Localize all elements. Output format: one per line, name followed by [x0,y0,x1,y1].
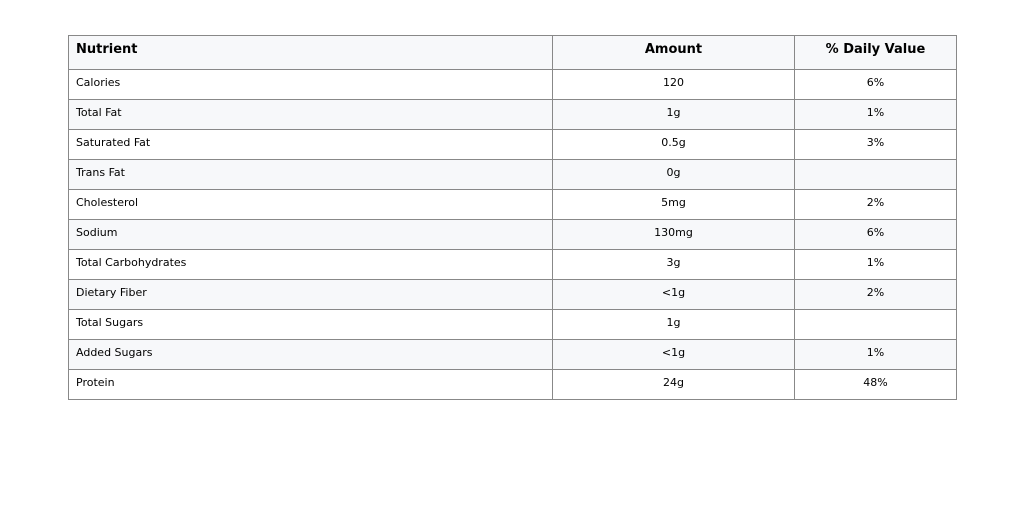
table-row [69,100,957,130]
nutrition-table [68,35,957,400]
amount-cell: <1g [553,340,795,370]
daily-value-cell: 3% [795,130,957,160]
nutrient-cell: Trans Fat [69,160,553,190]
daily-value-cell: 2% [795,190,957,220]
daily-value-cell [795,160,957,190]
daily-value-cell: 6% [795,70,957,100]
nutrient-cell: Total Fat [69,100,553,130]
nutrient-cell: Calories [69,70,553,100]
daily-value-cell: 1% [795,340,957,370]
nutrient-cell: Cholesterol [69,190,553,220]
daily-value-cell: 48% [795,370,957,400]
nutrient-cell: Sodium [69,220,553,250]
header-daily-value: % Daily Value [795,36,957,70]
nutrient-cell: Dietary Fiber [69,280,553,310]
table-row [69,370,957,400]
nutrient-cell: Added Sugars [69,340,553,370]
nutrient-cell: Saturated Fat [69,130,553,160]
table-row [69,250,957,280]
header-amount: Amount [553,36,795,70]
table-header-row [69,36,957,70]
daily-value-cell: 2% [795,280,957,310]
amount-cell: 0g [553,160,795,190]
amount-cell: 130mg [553,220,795,250]
table-row [69,220,957,250]
amount-cell: 3g [553,250,795,280]
table-row [69,280,957,310]
daily-value-cell: 6% [795,220,957,250]
daily-value-cell: 1% [795,250,957,280]
nutrition-table-container [68,35,956,400]
amount-cell: 24g [553,370,795,400]
amount-cell: 1g [553,100,795,130]
nutrient-cell: Total Carbohydrates [69,250,553,280]
amount-cell: 120 [553,70,795,100]
table-row [69,130,957,160]
nutrient-cell: Total Sugars [69,310,553,340]
amount-cell: 5mg [553,190,795,220]
table-row [69,160,957,190]
amount-cell: 1g [553,310,795,340]
table-row [69,70,957,100]
daily-value-cell [795,310,957,340]
header-nutrient: Nutrient [69,36,553,70]
amount-cell: <1g [553,280,795,310]
table-row [69,190,957,220]
table-row [69,310,957,340]
daily-value-cell: 1% [795,100,957,130]
amount-cell: 0.5g [553,130,795,160]
nutrient-cell: Protein [69,370,553,400]
table-row [69,340,957,370]
